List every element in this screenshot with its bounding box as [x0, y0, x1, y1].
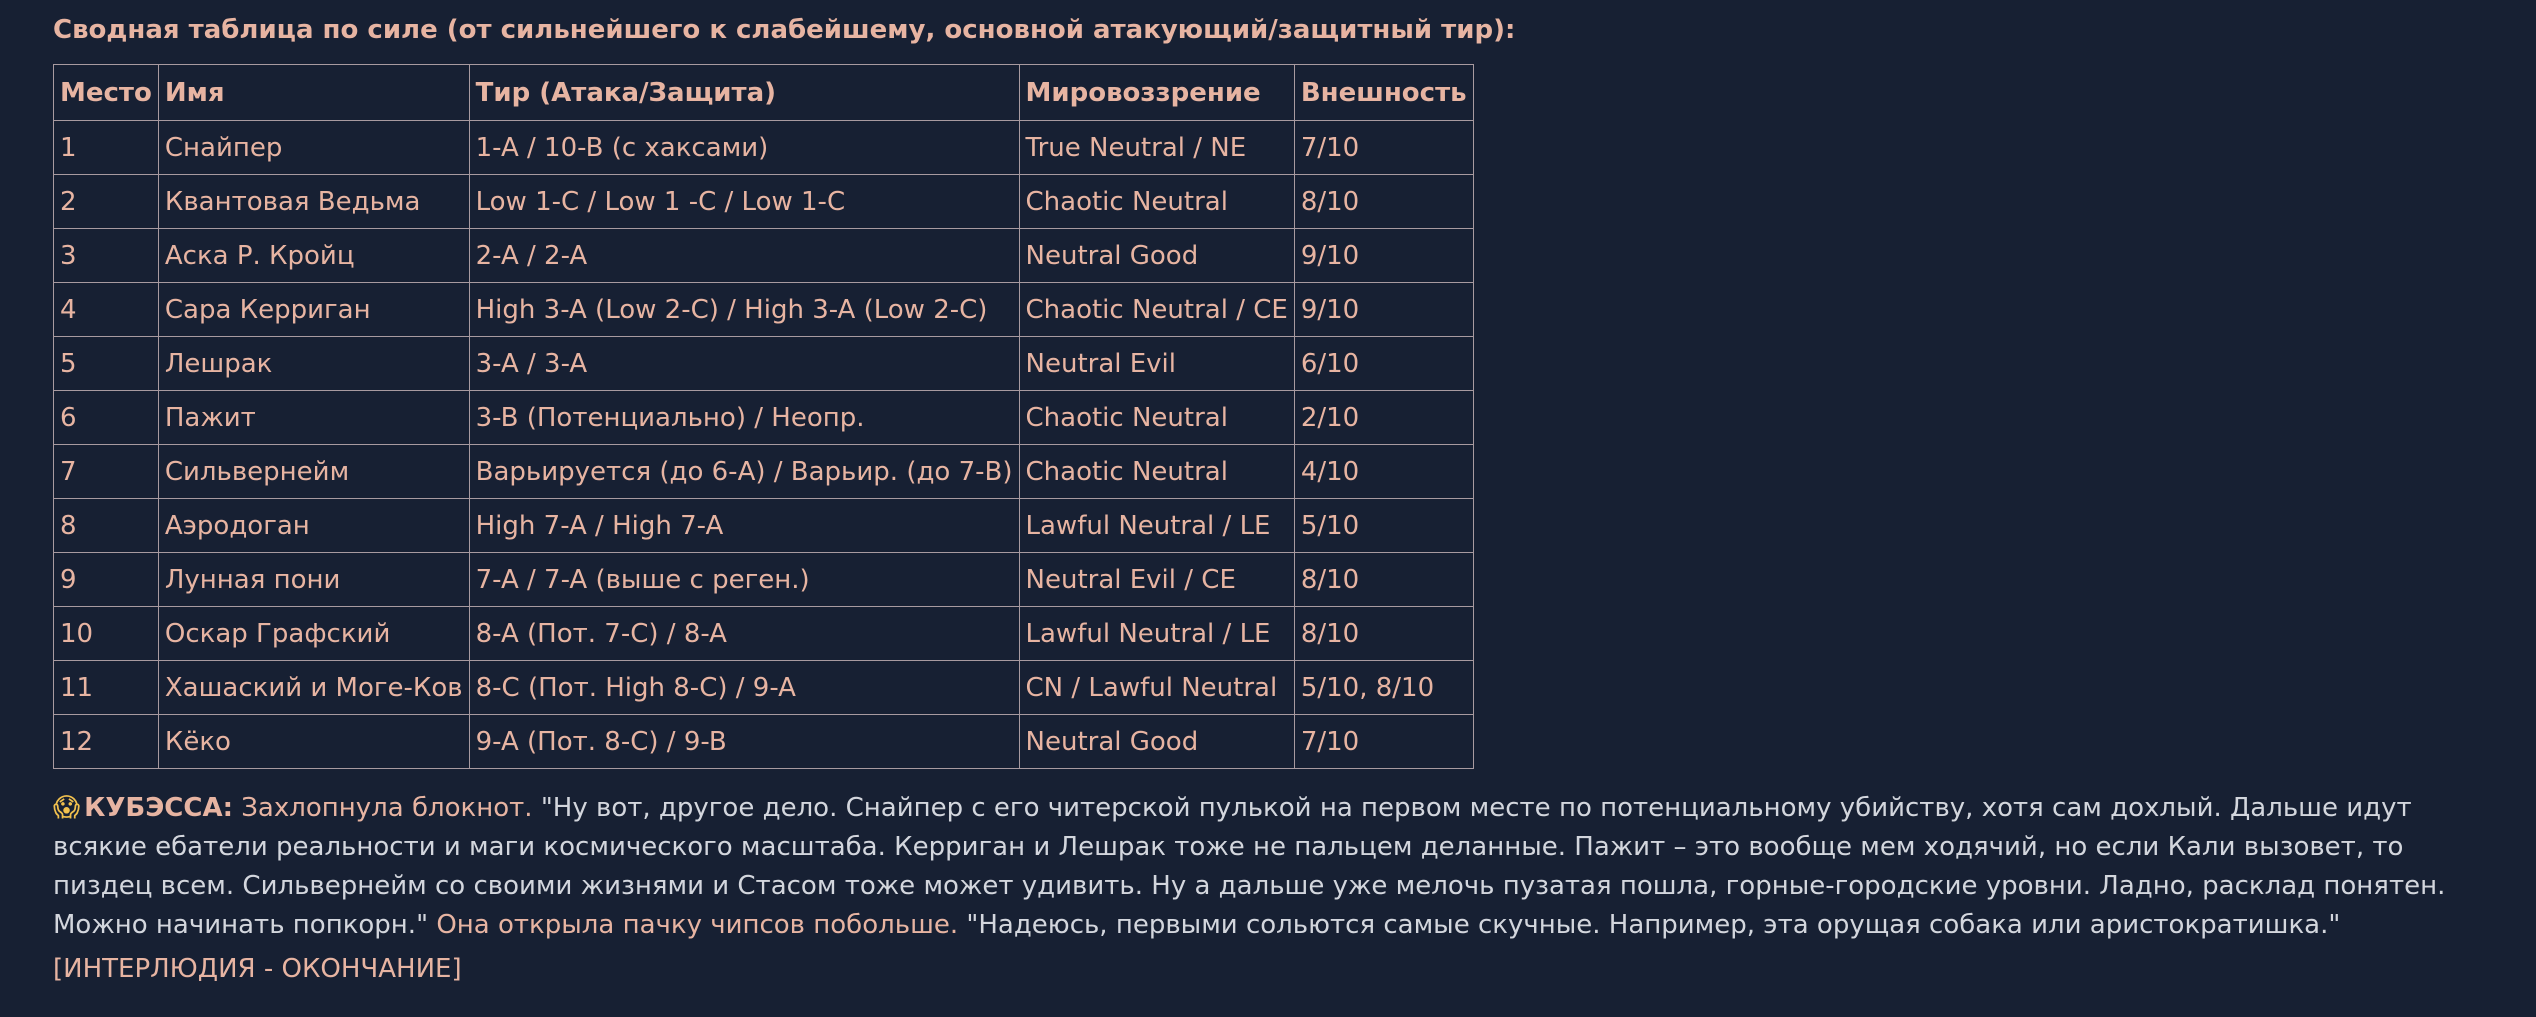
cell-tier: 2-A / 2-A	[469, 229, 1019, 283]
message-content	[53, 10, 2493, 989]
cell-place: 10	[54, 607, 159, 661]
table-row	[54, 499, 1474, 553]
cell-tier: High 7-A / High 7-A	[469, 499, 1019, 553]
table-row	[54, 121, 1474, 175]
cell-alignment: Chaotic Neutral	[1019, 175, 1294, 229]
table-row	[54, 661, 1474, 715]
cell-alignment: CN / Lawful Neutral	[1019, 661, 1294, 715]
table-row	[54, 607, 1474, 661]
table-row	[54, 229, 1474, 283]
cell-alignment: Neutral Evil / CE	[1019, 553, 1294, 607]
table-row	[54, 553, 1474, 607]
narration-paragraph	[53, 789, 2493, 945]
speech-text-1: "Ну вот, другое дело. Снайпер с его читерской пулькой на первом месте по потенциальному убийству, хотя сам дохлый. Дальше идут всякие ебатели реальности и маги космического масштаба. Керриган и Лешрак тоже не пальцем деланные. Пажит – это вообще мем ходячий, но если Кали вызовет, то пиздец всем. Сильвернейм со своими жизнями и Стасом тоже может удивить. Ну а дальше уже мелочь пузатая пошла, горные-городские уровни. Ладно, расклад понятен. Можно начинать попкорн."	[53, 793, 2446, 940]
cell-tier: 3-B (Потенциально) / Неопр.	[469, 391, 1019, 445]
table-body	[54, 121, 1474, 769]
cell-name: Сильвернейм	[158, 445, 469, 499]
table-row	[54, 175, 1474, 229]
action-text-1: Захлопнула блокнот.	[241, 793, 533, 823]
cell-name: Аэродоган	[158, 499, 469, 553]
cell-alignment: Neutral Evil	[1019, 337, 1294, 391]
header-alignment: Мировоззрение	[1019, 65, 1294, 121]
cell-tier: High 3-A (Low 2-C) / High 3-A (Low 2-C)	[469, 283, 1019, 337]
cell-tier: 8-A (Пот. 7-C) / 8-A	[469, 607, 1019, 661]
cell-alignment: Chaotic Neutral	[1019, 391, 1294, 445]
cell-place: 12	[54, 715, 159, 769]
cell-appearance: 4/10	[1294, 445, 1473, 499]
cell-appearance: 8/10	[1294, 175, 1473, 229]
cell-alignment: True Neutral / NE	[1019, 121, 1294, 175]
cell-name: Хашаский и Моге-Ков	[158, 661, 469, 715]
cell-place: 11	[54, 661, 159, 715]
cell-name: Квантовая Ведьма	[158, 175, 469, 229]
cell-name: Пажит	[158, 391, 469, 445]
cell-tier: Варьируется (до 6-A) / Варьир. (до 7-B)	[469, 445, 1019, 499]
cell-appearance: 8/10	[1294, 553, 1473, 607]
cell-name: Оскар Графский	[158, 607, 469, 661]
cell-tier: 1-A / 10-B (с хаксами)	[469, 121, 1019, 175]
cell-alignment: Chaotic Neutral / CE	[1019, 283, 1294, 337]
cell-place: 6	[54, 391, 159, 445]
cell-tier: Low 1-C / Low 1 -C / Low 1-C	[469, 175, 1019, 229]
table-row	[54, 337, 1474, 391]
cell-tier: 8-C (Пот. High 8-C) / 9-A	[469, 661, 1019, 715]
table-row	[54, 391, 1474, 445]
cell-place: 1	[54, 121, 159, 175]
speech-text-2: "Надеюсь, первыми сольются самые скучные. Например, эта орущая собака или аристократишка."	[966, 910, 2341, 940]
cell-alignment: Lawful Neutral / LE	[1019, 607, 1294, 661]
cell-alignment: Lawful Neutral / LE	[1019, 499, 1294, 553]
header-appearance: Внешность	[1294, 65, 1473, 121]
cell-name: Кёко	[158, 715, 469, 769]
cell-appearance: 8/10	[1294, 607, 1473, 661]
table-row	[54, 715, 1474, 769]
cell-tier: 7-A / 7-A (выше с реген.)	[469, 553, 1019, 607]
cell-tier: 9-A (Пот. 8-C) / 9-B	[469, 715, 1019, 769]
cell-place: 4	[54, 283, 159, 337]
cell-name: Лешрак	[158, 337, 469, 391]
table-row	[54, 283, 1474, 337]
cell-appearance: 2/10	[1294, 391, 1473, 445]
action-text-2: Она открыла пачку чипсов побольше.	[436, 910, 959, 940]
cell-appearance: 7/10	[1294, 121, 1473, 175]
cell-name: Снайпер	[158, 121, 469, 175]
power-ranking-table	[53, 64, 1474, 769]
table-heading: Сводная таблица по силе (от сильнейшего к слабейшему, основной атакующий/защитный тир):	[53, 15, 1516, 45]
cell-name: Сара Керриган	[158, 283, 469, 337]
cell-appearance: 5/10, 8/10	[1294, 661, 1473, 715]
cell-alignment: Neutral Good	[1019, 715, 1294, 769]
cell-alignment: Neutral Good	[1019, 229, 1294, 283]
table-row	[54, 445, 1474, 499]
cell-name: Лунная пони	[158, 553, 469, 607]
cell-appearance: 9/10	[1294, 283, 1473, 337]
cell-alignment: Chaotic Neutral	[1019, 445, 1294, 499]
cell-place: 5	[54, 337, 159, 391]
cell-appearance: 9/10	[1294, 229, 1473, 283]
table-header-row	[54, 65, 1474, 121]
cell-appearance: 6/10	[1294, 337, 1473, 391]
header-tier: Тир (Атака/Защита)	[469, 65, 1019, 121]
screaming-face-icon: 😱	[53, 793, 81, 823]
interlude-end-label: [ИНТЕРЛЮДИЯ - ОКОНЧАНИЕ]	[53, 954, 462, 984]
cell-place: 3	[54, 229, 159, 283]
header-place: Место	[54, 65, 159, 121]
cell-place: 2	[54, 175, 159, 229]
header-name: Имя	[158, 65, 469, 121]
cell-place: 7	[54, 445, 159, 499]
cell-place: 8	[54, 499, 159, 553]
cell-place: 9	[54, 553, 159, 607]
speaker-name: КУБЭССА:	[84, 793, 233, 823]
cell-tier: 3-A / 3-A	[469, 337, 1019, 391]
cell-appearance: 5/10	[1294, 499, 1473, 553]
cell-name: Аска Р. Кройц	[158, 229, 469, 283]
cell-appearance: 7/10	[1294, 715, 1473, 769]
